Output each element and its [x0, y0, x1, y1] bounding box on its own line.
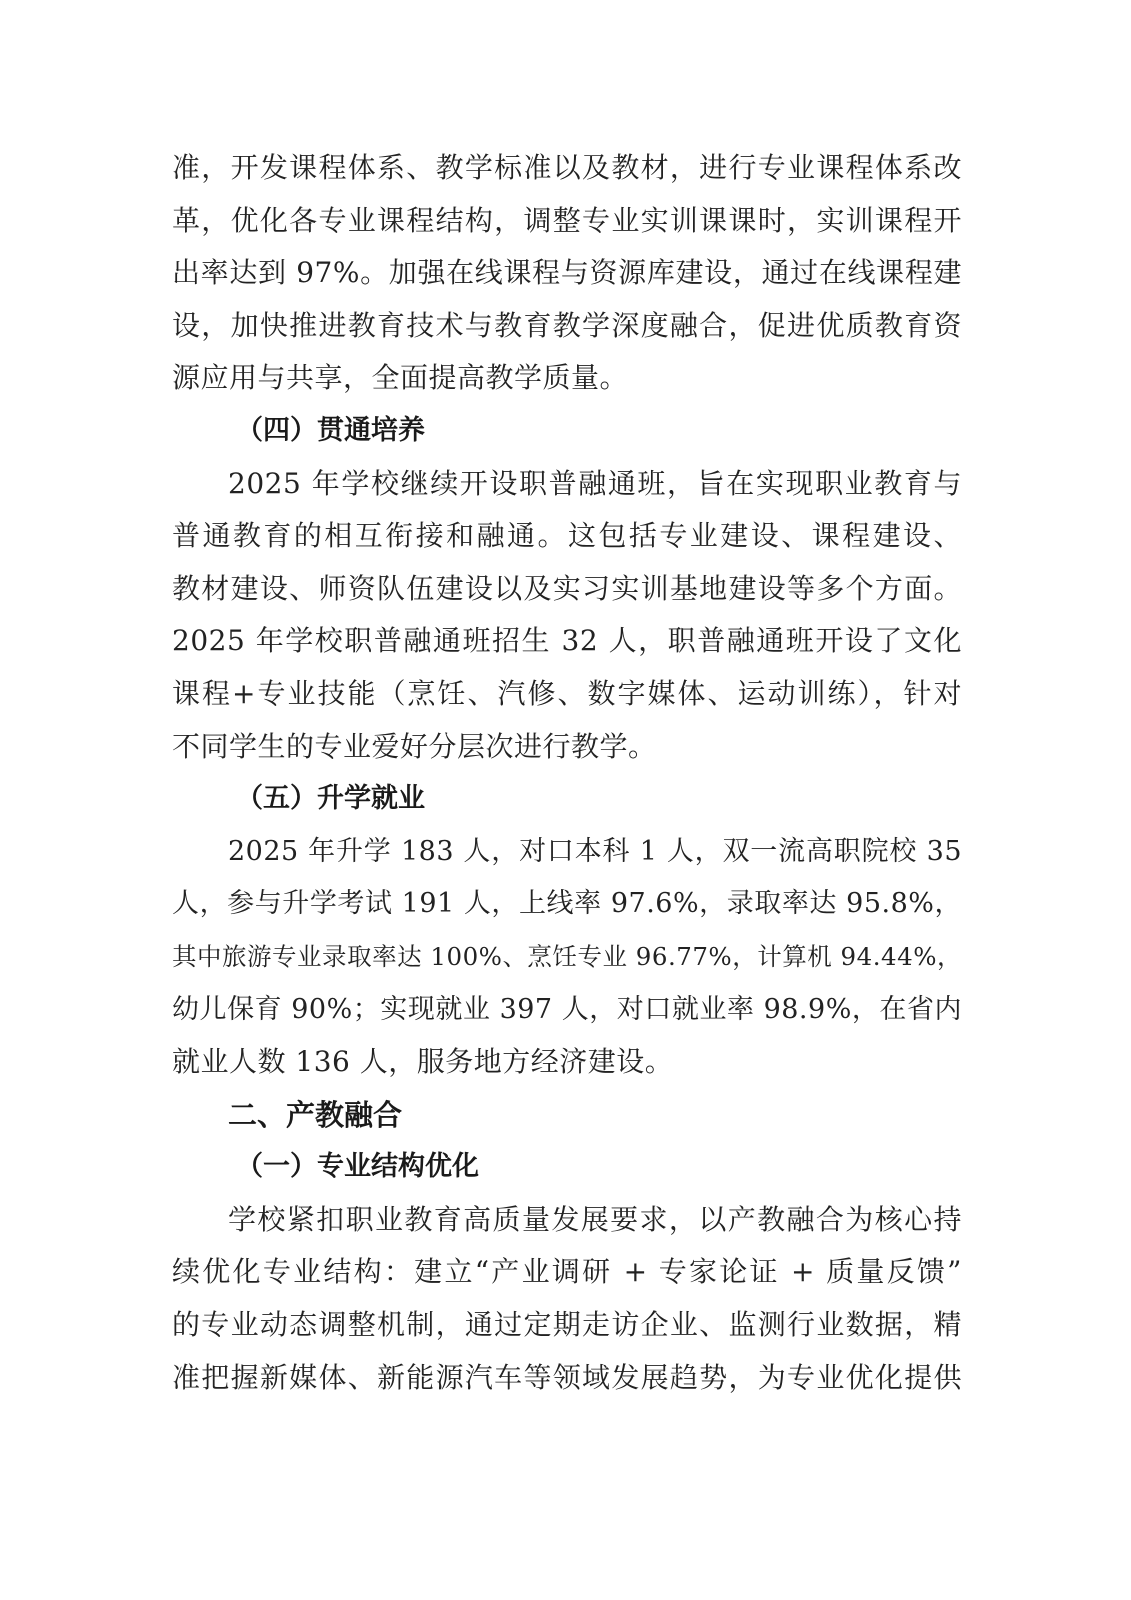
text-line: 出率达到 97%。加强在线课程与资源库建设，通过在线课程建 — [172, 256, 962, 290]
text-line: 普通教育的相互衔接和融通。这包括专业建设、课程建设、 — [172, 519, 962, 553]
text-line: 幼儿保育 90%；实现就业 397 人，对口就业率 98.9%，在省内 — [172, 993, 962, 1025]
section-heading-major-structure: （一）专业结构优化 — [236, 1151, 479, 1183]
text-line: 2025 年学校职普融通班招生 32 人，职普融通班开设了文化 — [172, 624, 962, 658]
text-line: 续优化专业结构：建立“产业调研 + 专家论证 + 质量反馈” — [172, 1255, 962, 1289]
section-heading-integrated-training: （四）贯通培养 — [236, 414, 425, 446]
paragraph-teaching-quality — [172, 142, 962, 405]
text-line: 教材建设、师资队伍建设以及实习实训基地建设等多个方面。 — [172, 571, 962, 605]
text-line: 革，优化各专业课程结构，调整专业实训课课时，实训课程开 — [172, 203, 962, 237]
section-heading-further-study-employment: （五）升学就业 — [236, 783, 425, 815]
text-line: 2025 年学校继续开设职普融通班，旨在实现职业教育与 — [228, 466, 962, 500]
text-line: 准，开发课程体系、教学标准以及教材，进行专业课程体系改 — [172, 151, 962, 184]
text-line: 的专业动态调整机制，通过定期走访企业、监测行业数据，精 — [172, 1308, 962, 1342]
paragraph-integrated-training — [172, 458, 962, 774]
text-line: 人，参与升学考试 191 人，上线率 97.6%，录取率达 95.8%， — [172, 888, 962, 920]
text-line: 就业人数 136 人，服务地方经济建设。 — [172, 1045, 674, 1079]
body-text-column — [172, 142, 962, 1404]
paragraph-major-structure — [172, 1194, 962, 1404]
chapter-heading-industry-education: 二、产教融合 — [228, 1097, 403, 1132]
text-line: 准把握新媒体、新能源汽车等领域发展趋势，为专业优化提供 — [172, 1360, 962, 1394]
text-line: 学校紧扣职业教育高质量发展要求，以产教融合为核心持 — [228, 1202, 962, 1236]
text-line: 源应用与共享，全面提高教学质量。 — [172, 361, 629, 395]
text-line: 课程+专业技能（烹饪、汽修、数字媒体、运动训练），针对 — [172, 676, 962, 710]
paragraph-further-study-employment — [172, 826, 962, 1089]
text-line: 设，加快推进教育技术与教育教学深度融合，促进优质教育资 — [172, 308, 962, 342]
text-line: 2025 年升学 183 人，对口本科 1 人，双一流高职院校 35 — [228, 835, 962, 867]
text-line: 不同学生的专业爱好分层次进行教学。 — [172, 729, 657, 763]
text-line: 其中旅游专业录取率达 100%、烹饪专业 96.77%，计算机 94.44%， — [172, 941, 962, 971]
